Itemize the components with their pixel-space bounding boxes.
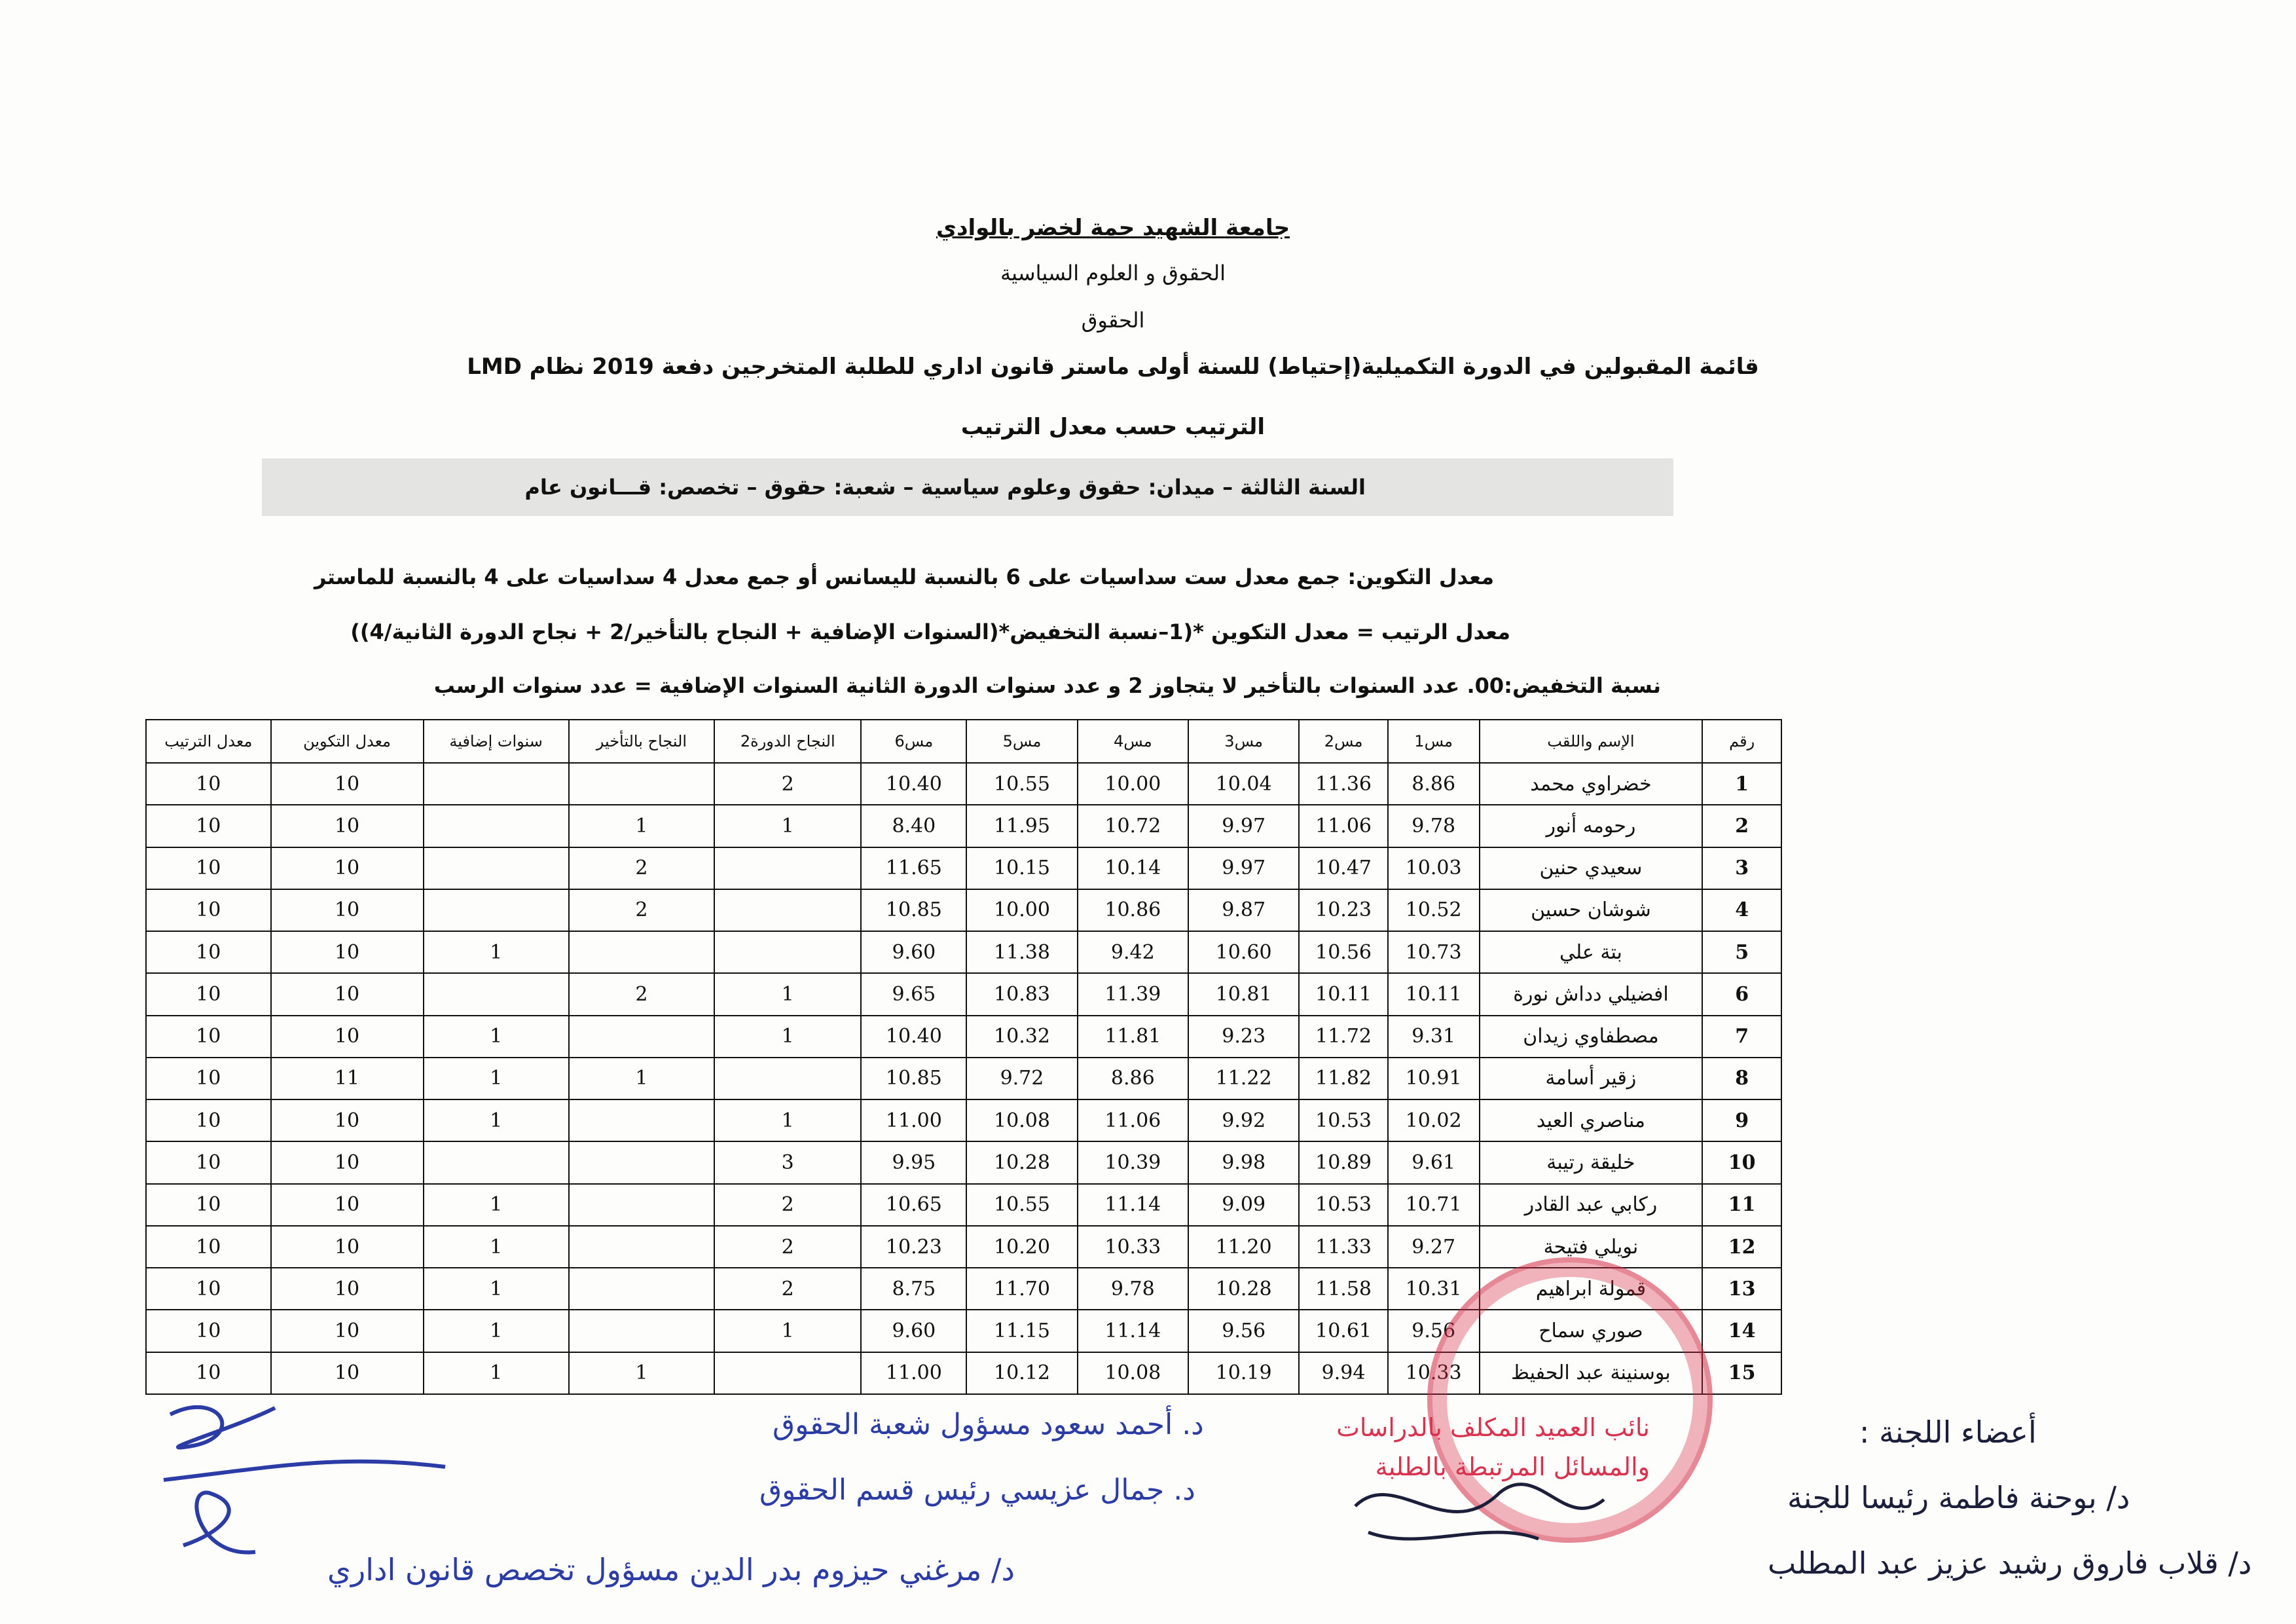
cell-s6: 9.95 [861,1141,966,1183]
cell-s2: 10.53 [1299,1099,1387,1141]
cell-extra-years: 1 [424,1352,569,1394]
cell-ranking-avg: 10 [146,1099,271,1141]
cell-s5: 11.38 [966,931,1077,973]
cell-s1: 9.78 [1388,805,1480,847]
cell-s4: 11.06 [1078,1099,1188,1141]
table-row [146,1058,1781,1099]
cell-s5: 10.12 [966,1352,1077,1394]
cell-s5: 10.20 [966,1226,1077,1268]
cell-second-session: 2 [714,1184,861,1226]
cell-number: 2 [1702,805,1781,847]
cell-s3: 9.23 [1188,1016,1299,1058]
cell-number: 12 [1702,1226,1781,1268]
cell-s2: 10.11 [1299,973,1387,1015]
cell-name: بتة علي [1480,931,1703,973]
cell-s3: 11.22 [1188,1058,1299,1099]
training-average-formula: معدل التكوين: جمع معدل ست سداسيات على 6 بالنسبة لليسانس أو جمع معدل 4 سداسيات على 4 بالنسبة للماستر [314,564,1494,589]
cell-s3: 9.09 [1188,1184,1299,1226]
cell-s1: 10.73 [1388,931,1480,973]
cell-late-pass [569,1184,714,1226]
cell-training-avg: 10 [271,805,424,847]
cell-s2: 10.61 [1299,1310,1387,1352]
cell-s2: 11.58 [1299,1268,1387,1310]
cell-s1: 10.11 [1388,973,1480,1015]
col-header-s2: مس2 [1299,720,1387,763]
cell-second-session: 1 [714,1099,861,1141]
cell-s2: 10.53 [1299,1184,1387,1226]
table-header-row [146,720,1781,763]
cell-s3: 10.81 [1188,973,1299,1015]
cell-late-pass [569,1226,714,1268]
cell-s5: 11.95 [966,805,1077,847]
cell-number: 15 [1702,1352,1781,1394]
cell-name: خضراوي محمد [1480,763,1703,805]
cell-s3: 10.04 [1188,763,1299,805]
cell-second-session: 2 [714,1226,861,1268]
cell-s2: 9.94 [1299,1352,1387,1394]
cell-s6: 8.40 [861,805,966,847]
cell-s4: 10.33 [1078,1226,1188,1268]
cell-name: خليقة رتيبة [1480,1141,1703,1183]
cell-late-pass: 1 [569,1058,714,1099]
cell-training-avg: 10 [271,973,424,1015]
cell-s1: 10.71 [1388,1184,1480,1226]
cell-s6: 9.60 [861,931,966,973]
cell-s2: 11.36 [1299,763,1387,805]
cell-s1: 9.56 [1388,1310,1480,1352]
table-row [146,973,1781,1015]
cell-s3: 9.97 [1188,805,1299,847]
reduction-rate-note: نسبة التخفيض:00. عدد السنوات بالتأخير لا يتجاوز 2 و عدد سنوات الدورة الثانية السنوات الإضافية = عدد سنوات الرسب [433,673,1661,698]
cell-late-pass: 1 [569,1352,714,1394]
signature-dept-head: د. جمال عزيسي رئيس قسم الحقوق [759,1473,1195,1507]
cell-ranking-avg: 10 [146,805,271,847]
cell-training-avg: 10 [271,1016,424,1058]
cell-s5: 10.00 [966,889,1077,931]
cell-name: مناصري العيد [1480,1099,1703,1141]
cell-late-pass [569,1099,714,1141]
cell-ranking-avg: 10 [146,889,271,931]
cell-s6: 9.60 [861,1310,966,1352]
cell-s1: 10.52 [1388,889,1480,931]
stamp-line: نائب العميد المكلف بالدراسات [1336,1413,1650,1442]
university-name: جامعة الشهيد حمة لخضر بالوادي [936,215,1290,241]
cell-s5: 10.08 [966,1099,1077,1141]
cell-extra-years: 1 [424,1058,569,1099]
cell-s4: 10.86 [1078,889,1188,931]
cell-extra-years: 1 [424,1016,569,1058]
faculty-name: الحقوق و العلوم السياسية [1000,261,1226,286]
cell-late-pass: 2 [569,847,714,889]
cell-ranking-avg: 10 [146,1184,271,1226]
cell-extra-years [424,973,569,1015]
cell-second-session [714,889,861,931]
cell-second-session [714,1352,861,1394]
cell-extra-years: 1 [424,1310,569,1352]
signature-scribble-center [1342,1441,1617,1572]
cell-extra-years [424,1141,569,1183]
ordering-note: الترتيب حسب معدل الترتيب [960,414,1266,440]
cell-training-avg: 10 [271,763,424,805]
cell-number: 10 [1702,1141,1781,1183]
cell-late-pass: 1 [569,805,714,847]
cell-late-pass [569,1016,714,1058]
table-row [146,763,1781,805]
signature-track-head: د. أحمد سعود مسؤول شعبة الحقوق [773,1408,1204,1441]
cell-s5: 9.72 [966,1058,1077,1099]
cell-s5: 10.55 [966,763,1077,805]
cell-late-pass [569,763,714,805]
cell-s6: 10.65 [861,1184,966,1226]
cell-s2: 10.47 [1299,847,1387,889]
col-header-late-pass: النجاح بالتأخير [569,720,714,763]
cell-name: قمولة ابراهيم [1480,1268,1703,1310]
cell-s6: 10.40 [861,763,966,805]
col-header-s1: مس1 [1388,720,1480,763]
cell-s4: 10.39 [1078,1141,1188,1183]
cell-s4: 10.14 [1078,847,1188,889]
cell-s2: 10.89 [1299,1141,1387,1183]
cell-s3: 9.97 [1188,847,1299,889]
cell-extra-years: 1 [424,1226,569,1268]
cell-training-avg: 10 [271,931,424,973]
cell-second-session: 1 [714,805,861,847]
col-header-training-avg: معدل التكوين [271,720,424,763]
table-row [146,1016,1781,1058]
cell-second-session: 3 [714,1141,861,1183]
cell-ranking-avg: 10 [146,1268,271,1310]
cell-s4: 9.42 [1078,931,1188,973]
cell-name: سعيدي حنين [1480,847,1703,889]
cell-s5: 10.28 [966,1141,1077,1183]
col-header-second-session: النجاح الدورة2 [714,720,861,763]
cell-training-avg: 10 [271,889,424,931]
cell-s4: 8.86 [1078,1058,1188,1099]
cell-second-session [714,847,861,889]
cell-late-pass [569,1141,714,1183]
cell-ranking-avg: 10 [146,1310,271,1352]
cell-ranking-avg: 10 [146,847,271,889]
cell-late-pass: 2 [569,889,714,931]
cell-s5: 11.15 [966,1310,1077,1352]
cell-ranking-avg: 10 [146,1058,271,1099]
cell-s1: 9.31 [1388,1016,1480,1058]
cell-name: مصطفاوي زيدان [1480,1016,1703,1058]
col-header-s5: مس5 [966,720,1077,763]
cell-s6: 10.23 [861,1226,966,1268]
cell-name: بوسنينة عبد الحفيظ [1480,1352,1703,1394]
cell-training-avg: 11 [271,1058,424,1099]
cell-second-session: 1 [714,1310,861,1352]
cell-s6: 10.85 [861,1058,966,1099]
cell-s3: 10.19 [1188,1352,1299,1394]
cell-late-pass: 2 [569,973,714,1015]
col-header-ranking-avg: معدل الترتيب [146,720,271,763]
cell-extra-years [424,847,569,889]
cell-s1: 9.27 [1388,1226,1480,1268]
cell-number: 11 [1702,1184,1781,1226]
col-header-extra-years: سنوات إضافية [424,720,569,763]
cell-extra-years: 1 [424,1099,569,1141]
cell-late-pass [569,1268,714,1310]
cell-number: 8 [1702,1058,1781,1099]
cell-ranking-avg: 10 [146,1016,271,1058]
cell-training-avg: 10 [271,1352,424,1394]
cell-training-avg: 10 [271,847,424,889]
cell-s3: 9.87 [1188,889,1299,931]
cell-s2: 11.06 [1299,805,1387,847]
stamp-line: والمسائل المرتبطة بالطلبة [1375,1452,1650,1481]
cell-number: 1 [1702,763,1781,805]
cell-training-avg: 10 [271,1141,424,1183]
cell-s6: 11.00 [861,1352,966,1394]
cell-number: 13 [1702,1268,1781,1310]
cell-training-avg: 10 [271,1268,424,1310]
cell-second-session [714,1058,861,1099]
cell-s3: 10.28 [1188,1268,1299,1310]
cell-name: افضيلي دداش نورة [1480,973,1703,1015]
cell-s1: 10.03 [1388,847,1480,889]
cell-extra-years [424,805,569,847]
cell-extra-years: 1 [424,931,569,973]
cell-second-session: 2 [714,1268,861,1310]
cell-s5: 10.32 [966,1016,1077,1058]
cell-s3: 9.92 [1188,1099,1299,1141]
cell-ranking-avg: 10 [146,931,271,973]
cell-s2: 11.33 [1299,1226,1387,1268]
cell-s3: 9.98 [1188,1141,1299,1183]
ranking-average-formula: معدل الرتيب = معدل التكوين *(1–نسبة التخفيض*(السنوات الإضافية + النجاح بالتأخير/2 + نجاح الدورة الثانية/4)) [350,619,1510,644]
cell-s4: 11.14 [1078,1310,1188,1352]
cell-s1: 10.02 [1388,1099,1480,1141]
table-row [146,1141,1781,1183]
cell-s6: 8.75 [861,1268,966,1310]
cell-training-avg: 10 [271,1184,424,1226]
cell-second-session [714,931,861,973]
cell-late-pass [569,1310,714,1352]
cell-name: زقير أسامة [1480,1058,1703,1099]
signature-committee-chair: د/ بوحنة فاطمة رئيسا للجنة [1787,1480,2130,1515]
cell-number: 4 [1702,889,1781,931]
cell-late-pass [569,931,714,973]
table-row [146,847,1781,889]
cell-s3: 11.20 [1188,1226,1299,1268]
cell-s1: 10.31 [1388,1268,1480,1310]
cell-s1: 8.86 [1388,763,1480,805]
cell-s5: 10.15 [966,847,1077,889]
cell-s4: 11.14 [1078,1184,1188,1226]
cell-name: شوشان حسين [1480,889,1703,931]
cell-s1: 10.91 [1388,1058,1480,1099]
cell-extra-years [424,763,569,805]
cell-s4: 10.00 [1078,763,1188,805]
cell-second-session: 1 [714,973,861,1015]
cell-extra-years: 1 [424,1268,569,1310]
col-header-name: الإسم واللقب [1480,720,1703,763]
cell-second-session: 2 [714,763,861,805]
cell-s6: 11.00 [861,1099,966,1141]
cell-training-avg: 10 [271,1226,424,1268]
cell-s6: 9.65 [861,973,966,1015]
cell-name: رحومه أنور [1480,805,1703,847]
cell-s2: 10.23 [1299,889,1387,931]
cell-s5: 10.55 [966,1184,1077,1226]
cell-s2: 11.82 [1299,1058,1387,1099]
cell-s2: 11.72 [1299,1016,1387,1058]
cell-ranking-avg: 10 [146,763,271,805]
col-header-number: رقم [1702,720,1781,763]
cell-name: نويلي فتيحة [1480,1226,1703,1268]
cell-training-avg: 10 [271,1099,424,1141]
col-header-s6: مس6 [861,720,966,763]
cell-s1: 10.33 [1388,1352,1480,1394]
table-row [146,1184,1781,1226]
table-row [146,1099,1781,1141]
cell-ranking-avg: 10 [146,1352,271,1394]
cell-s2: 10.56 [1299,931,1387,973]
cell-training-avg: 10 [271,1310,424,1352]
cell-s3: 10.60 [1188,931,1299,973]
cell-extra-years: 1 [424,1184,569,1226]
cell-ranking-avg: 10 [146,1141,271,1183]
cell-number: 7 [1702,1016,1781,1058]
cell-s6: 10.85 [861,889,966,931]
table-row [146,889,1781,931]
committee-members-label: أعضاء اللجنة : [1859,1414,2037,1450]
cell-s1: 9.61 [1388,1141,1480,1183]
cell-s4: 10.08 [1078,1352,1188,1394]
cell-ranking-avg: 10 [146,1226,271,1268]
cell-s4: 11.39 [1078,973,1188,1015]
col-header-s3: مس3 [1188,720,1299,763]
col-header-s4: مس4 [1078,720,1188,763]
cell-s5: 11.70 [966,1268,1077,1310]
cell-extra-years [424,889,569,931]
cell-number: 6 [1702,973,1781,1015]
cell-s3: 9.56 [1188,1310,1299,1352]
cell-s5: 10.83 [966,973,1077,1015]
cell-ranking-avg: 10 [146,973,271,1015]
cell-s6: 11.65 [861,847,966,889]
signature-committee-member: د/ قلاب فاروق رشيد عزيز عبد المطلب [1768,1545,2252,1581]
table-row [146,805,1781,847]
program-info-text: السنة الثالثة – ميدان: حقوق وعلوم سياسية – شعبة: حقوق – تخصص: قـــانون عام [524,475,1366,500]
cell-s6: 10.40 [861,1016,966,1058]
cell-number: 5 [1702,931,1781,973]
department-name: الحقوق [1081,308,1145,333]
table-row [146,931,1781,973]
cell-number: 3 [1702,847,1781,889]
cell-name: صوري سماح [1480,1310,1703,1352]
signature-specialty-head: د/ مرغني حيزوم بدر الدين مسؤول تخصص قانون اداري [327,1552,1015,1587]
document-title: قائمة المقبولين في الدورة التكميلية(إحتياط) للسنة أولى ماستر قانون اداري للطلبة المتخرجين دفعة 2019 نظام LMD [467,354,1759,380]
cell-name: ركابي عبد القادر [1480,1184,1703,1226]
cell-second-session: 1 [714,1016,861,1058]
cell-s4: 11.81 [1078,1016,1188,1058]
cell-s4: 10.72 [1078,805,1188,847]
program-info-bar [262,458,1673,516]
cell-number: 14 [1702,1310,1781,1352]
cell-number: 9 [1702,1099,1781,1141]
cell-s4: 9.78 [1078,1268,1188,1310]
